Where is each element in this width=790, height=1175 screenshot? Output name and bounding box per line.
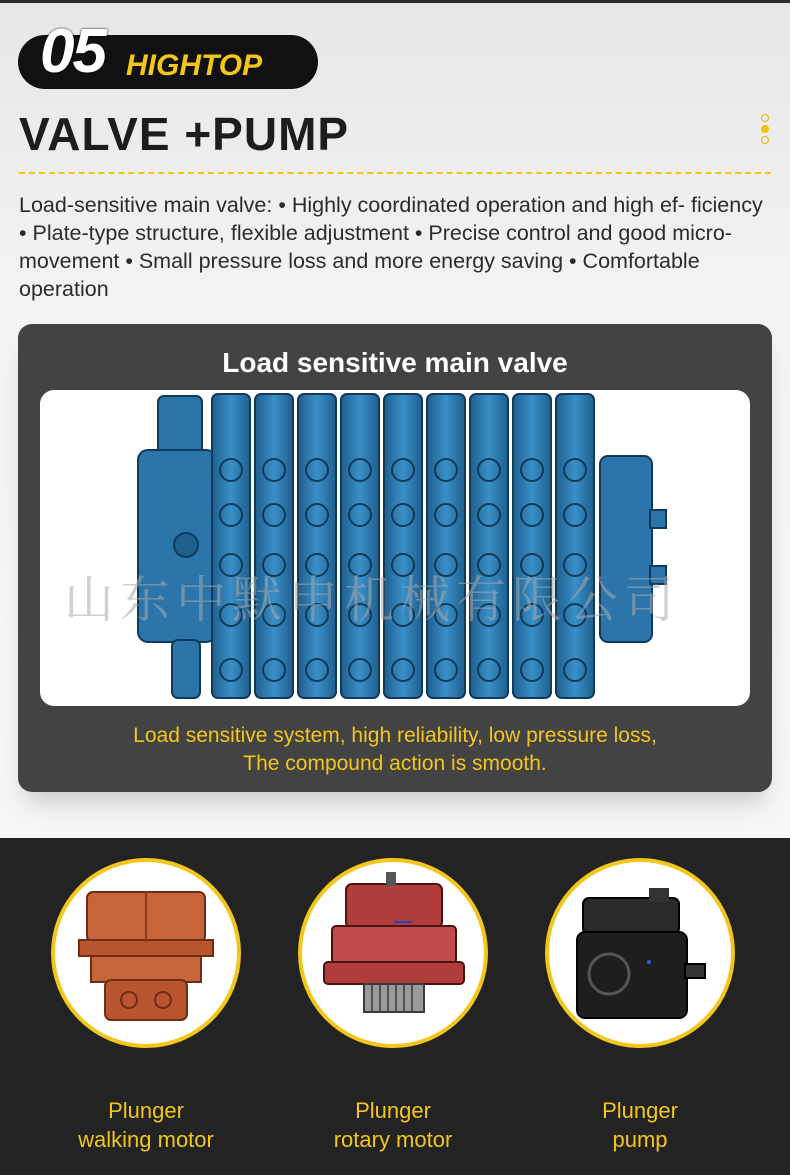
valve-caption <box>18 722 772 778</box>
rotary-motor-icon <box>302 862 484 1044</box>
pagination-dots <box>761 114 771 147</box>
product-label <box>46 1096 246 1154</box>
product-label <box>293 1096 493 1154</box>
product-label-line-2: rotary motor <box>333 1127 453 1152</box>
product-label-line-2: pump <box>612 1127 668 1152</box>
valve-image <box>40 390 750 706</box>
product-circle <box>545 858 735 1048</box>
plunger-pump-icon <box>549 862 731 1044</box>
brand-logo-text: HIGHTOP <box>126 49 263 82</box>
product-label-line-2: walking motor <box>78 1127 214 1152</box>
description-text: Load-sensitive main valve: • Highly coordinated operation and high ef- ficiency • Plate-type structure, flexible adjustment • Precise control and good micro-movement • Small pressure loss and more energy saving • Comfortable operation <box>19 193 763 301</box>
product-rotary-motor <box>293 858 493 1154</box>
dot-2-active <box>761 125 769 133</box>
hydraulic-valve-icon <box>40 390 750 706</box>
valve-caption-line-1: Load sensitive system, high reliability, low pressure loss, <box>133 724 657 747</box>
valve-card <box>18 324 772 792</box>
product-circle <box>298 858 488 1048</box>
bottom-section <box>0 838 790 1175</box>
section-title: VALVE +PUMP <box>19 108 350 160</box>
product-walking-motor <box>46 858 246 1154</box>
product-circle <box>51 858 241 1048</box>
product-label <box>540 1096 740 1154</box>
walking-motor-icon <box>55 862 237 1044</box>
product-label-line-1: Plunger <box>355 1098 431 1123</box>
dot-3 <box>761 136 769 144</box>
dot-1 <box>761 114 769 122</box>
valve-caption-line-2: The compound action is smooth. <box>243 752 547 775</box>
dashed-divider <box>19 172 771 174</box>
product-label-line-1: Plunger <box>602 1098 678 1123</box>
product-plunger-pump <box>540 858 740 1154</box>
top-rule <box>0 0 790 3</box>
product-label-line-1: Plunger <box>108 1098 184 1123</box>
section-number: 05 <box>40 17 105 86</box>
company-watermark: 山东中默申机械有限公司 <box>64 571 680 629</box>
valve-card-title: Load sensitive main valve <box>222 347 568 378</box>
